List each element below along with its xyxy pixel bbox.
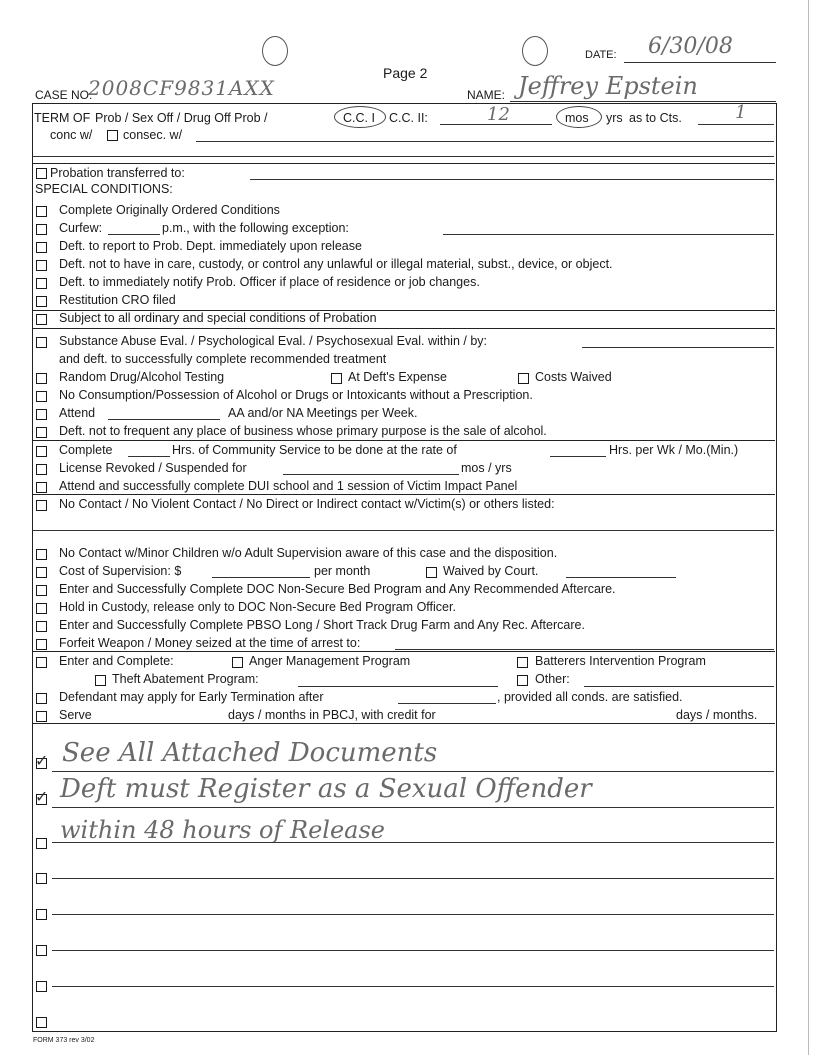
c3-checkbox[interactable] bbox=[36, 242, 47, 253]
hrs-line bbox=[128, 456, 170, 457]
c12-label: Deft. not to frequent any place of business whose primary purpose is the sale of alcohol. bbox=[59, 424, 547, 438]
handwritten-line-3: within 48 hours of Release bbox=[60, 816, 385, 844]
deft-expense-checkbox[interactable] bbox=[331, 373, 342, 384]
divider bbox=[33, 494, 775, 495]
c10-label: No Consumption/Possession of Alcohol or Drugs or Intoxicants without a Prescription. bbox=[59, 388, 533, 402]
c13-label-a: Complete bbox=[59, 443, 113, 457]
c20-checkbox[interactable] bbox=[36, 603, 47, 614]
eval-line bbox=[582, 347, 774, 348]
term-as-to-value: 1 bbox=[735, 102, 747, 123]
exception-line bbox=[443, 234, 774, 235]
c2-label-b: p.m., with the following exception: bbox=[162, 221, 349, 235]
c8-checkbox[interactable] bbox=[36, 337, 47, 348]
c13-label-c: Hrs. per Wk / Mo.(Min.) bbox=[609, 443, 739, 457]
c24-label-b: , provided all conds. are satisfied. bbox=[497, 690, 683, 704]
write-line-3 bbox=[52, 842, 774, 843]
term-types: Prob / Sex Off / Drug Off Prob / bbox=[95, 111, 268, 125]
anger-checkbox[interactable] bbox=[232, 657, 243, 668]
c6-label: Restitution CRO filed bbox=[59, 293, 176, 307]
c10-checkbox[interactable] bbox=[36, 391, 47, 402]
batterers-checkbox[interactable] bbox=[517, 657, 528, 668]
c2-checkbox[interactable] bbox=[36, 224, 47, 235]
c3-label: Deft. to report to Prob. Dept. immediately upon release bbox=[59, 239, 362, 253]
c5-checkbox[interactable] bbox=[36, 278, 47, 289]
c4-checkbox[interactable] bbox=[36, 260, 47, 271]
costs-waived-checkbox[interactable] bbox=[518, 373, 529, 384]
handwritten-line-2: Deft must Register as a Sexual Offender bbox=[60, 774, 592, 804]
case-label: CASE NO. bbox=[35, 88, 93, 102]
c8-label: Substance Abuse Eval. / Psychological Eval. / Psychosexual Eval. within / by: bbox=[59, 334, 487, 348]
c4-label: Deft. not to have in care, custody, or control any unlawful or illegal material, subst., device, or object. bbox=[59, 257, 613, 271]
c13-label-b: Hrs. of Community Service to be done at the rate of bbox=[172, 443, 457, 457]
c18-checkbox[interactable] bbox=[36, 567, 47, 578]
term-cc2-value: 12 bbox=[487, 104, 510, 125]
c23-label-d: Theft Abatement Program: bbox=[112, 672, 259, 686]
waived-checkbox[interactable] bbox=[426, 567, 437, 578]
c11-label-b: AA and/or NA Meetings per Week. bbox=[228, 406, 418, 420]
form-number: FORM 373 rev 3/02 bbox=[33, 1037, 95, 1044]
date-line bbox=[624, 62, 776, 63]
theft-checkbox[interactable] bbox=[95, 675, 106, 686]
c11-label-a: Attend bbox=[59, 406, 96, 420]
blank-checkbox-8[interactable] bbox=[36, 1017, 47, 1028]
name-label: NAME: bbox=[467, 88, 506, 102]
c20-label: Hold in Custody, release only to DOC Non-Secure Bed Program Officer. bbox=[59, 600, 456, 614]
punch-hole-right bbox=[522, 36, 548, 66]
consec-line bbox=[196, 141, 774, 142]
c13-checkbox[interactable] bbox=[36, 446, 47, 457]
c14-checkbox[interactable] bbox=[36, 464, 47, 475]
c1-label: Complete Originally Ordered Conditions bbox=[59, 203, 280, 217]
page-edge bbox=[808, 0, 809, 1055]
c1-checkbox[interactable] bbox=[36, 206, 47, 217]
h1-checkbox[interactable] bbox=[36, 758, 47, 769]
term-conc: conc w/ bbox=[50, 128, 93, 142]
term-as-to: as to Cts. bbox=[629, 111, 682, 125]
term-mos: mos bbox=[565, 111, 589, 125]
cost-line bbox=[212, 577, 310, 578]
c9b-label: At Deft's Expense bbox=[348, 370, 447, 384]
c23-checkbox[interactable] bbox=[36, 657, 47, 668]
curfew-line bbox=[108, 234, 160, 235]
date-value: 6/30/08 bbox=[648, 34, 733, 59]
c9c-label: Costs Waived bbox=[535, 370, 612, 384]
c9-label: Random Drug/Alcohol Testing bbox=[59, 370, 225, 384]
c25-checkbox[interactable] bbox=[36, 711, 47, 722]
attend-line bbox=[108, 419, 220, 420]
c24-checkbox[interactable] bbox=[36, 693, 47, 704]
theft-line bbox=[298, 686, 498, 687]
punch-hole-left bbox=[262, 36, 288, 66]
contact-line bbox=[33, 530, 774, 531]
c21-label: Enter and Successfully Complete PBSO Long / Short Track Drug Farm and Any Rec. Aftercare. bbox=[59, 618, 585, 632]
c14-label-a: License Revoked / Suspended for bbox=[59, 461, 247, 475]
blank-checkbox-4[interactable] bbox=[36, 873, 47, 884]
write-line-2 bbox=[52, 807, 774, 808]
c6-checkbox[interactable] bbox=[36, 296, 47, 307]
c5-label: Deft. to immediately notify Prob. Officer if place of residence or job changes. bbox=[59, 275, 480, 289]
c11-checkbox[interactable] bbox=[36, 409, 47, 420]
c25-label-c: days / months. bbox=[676, 708, 758, 722]
divider bbox=[33, 723, 775, 724]
blank-checkbox-6[interactable] bbox=[36, 945, 47, 956]
c18-label-c: Waived by Court. bbox=[443, 564, 539, 578]
write-line-1 bbox=[52, 771, 774, 772]
c17-checkbox[interactable] bbox=[36, 549, 47, 560]
c23-label-c: Batterers Intervention Program bbox=[535, 654, 706, 668]
date-label: DATE: bbox=[585, 49, 617, 61]
as-to-line bbox=[698, 124, 774, 125]
c8b-label: and deft. to successfully complete recommended treatment bbox=[59, 352, 387, 366]
forfeit-line bbox=[395, 649, 774, 650]
c19-checkbox[interactable] bbox=[36, 585, 47, 596]
c24-label-a: Defendant may apply for Early Termination after bbox=[59, 690, 324, 704]
c23-label-a: Enter and Complete: bbox=[59, 654, 174, 668]
divider bbox=[33, 328, 775, 329]
c15-label: Attend and successfully complete DUI school and 1 session of Victim Impact Panel bbox=[59, 479, 518, 493]
c12-checkbox[interactable] bbox=[36, 427, 47, 438]
early-term-line bbox=[398, 703, 496, 704]
c16-checkbox[interactable] bbox=[36, 500, 47, 511]
name-value: Jeffrey Epstein bbox=[518, 72, 698, 100]
c22-checkbox[interactable] bbox=[36, 639, 47, 650]
handwritten-line-1: See All Attached Documents bbox=[62, 738, 438, 768]
c23-label-b: Anger Management Program bbox=[249, 654, 411, 668]
c15-checkbox[interactable] bbox=[36, 482, 47, 493]
c25-label-a: Serve bbox=[59, 708, 92, 722]
c14-label-b: mos / yrs bbox=[461, 461, 512, 475]
write-line-6 bbox=[52, 950, 774, 951]
license-line bbox=[283, 474, 459, 475]
write-line-7 bbox=[52, 986, 774, 987]
other-line bbox=[584, 686, 774, 687]
consec-checkbox[interactable] bbox=[107, 130, 118, 141]
c18-label-a: Cost of Supervision: $ bbox=[59, 564, 182, 578]
h2-checkbox[interactable] bbox=[36, 794, 47, 805]
h3-checkbox[interactable] bbox=[36, 838, 47, 849]
c19-label: Enter and Successfully Complete DOC Non-Secure Bed Program and Any Recommended Aftercare. bbox=[59, 582, 616, 596]
term-prefix: TERM OF bbox=[34, 111, 91, 125]
waived-line bbox=[566, 577, 676, 578]
blank-line bbox=[33, 156, 774, 157]
c25-label-b: days / months in PBCJ, with credit for bbox=[228, 708, 436, 722]
term-yrs: yrs bbox=[606, 111, 623, 125]
c2-label-a: Curfew: bbox=[59, 221, 103, 235]
c7-checkbox[interactable] bbox=[36, 314, 47, 325]
divider bbox=[33, 163, 775, 164]
c21-checkbox[interactable] bbox=[36, 621, 47, 632]
rate-line bbox=[550, 456, 606, 457]
c23-label-e: Other: bbox=[535, 672, 570, 686]
term-consec: consec. w/ bbox=[123, 128, 183, 142]
c7-label: Subject to all ordinary and special conditions of Probation bbox=[59, 311, 377, 325]
transfer-line bbox=[250, 179, 774, 180]
term-cc1: C.C. I bbox=[343, 111, 375, 125]
page-number: Page 2 bbox=[383, 65, 428, 81]
transfer-checkbox[interactable] bbox=[36, 168, 47, 179]
c9-checkbox[interactable] bbox=[36, 373, 47, 384]
c22-label: Forfeit Weapon / Money seized at the time of arrest to: bbox=[59, 636, 361, 650]
divider bbox=[33, 651, 775, 652]
c17-label: No Contact w/Minor Children w/o Adult Supervision aware of this case and the disposition. bbox=[59, 546, 558, 560]
other-checkbox[interactable] bbox=[517, 675, 528, 686]
case-value: 2008CF9831AXX bbox=[88, 76, 275, 100]
write-line-5 bbox=[52, 914, 774, 915]
c18-label-b: per month bbox=[314, 564, 371, 578]
blank-checkbox-5[interactable] bbox=[36, 909, 47, 920]
write-line-4 bbox=[52, 878, 774, 879]
blank-checkbox-7[interactable] bbox=[36, 981, 47, 992]
special-title: SPECIAL CONDITIONS: bbox=[35, 182, 173, 196]
transfer-label: Probation transferred to: bbox=[50, 166, 185, 180]
divider bbox=[33, 440, 775, 441]
term-cc2: C.C. II: bbox=[389, 111, 428, 125]
c16-label: No Contact / No Violent Contact / No Direct or Indirect contact w/Victim(s) or others listed: bbox=[59, 497, 555, 511]
